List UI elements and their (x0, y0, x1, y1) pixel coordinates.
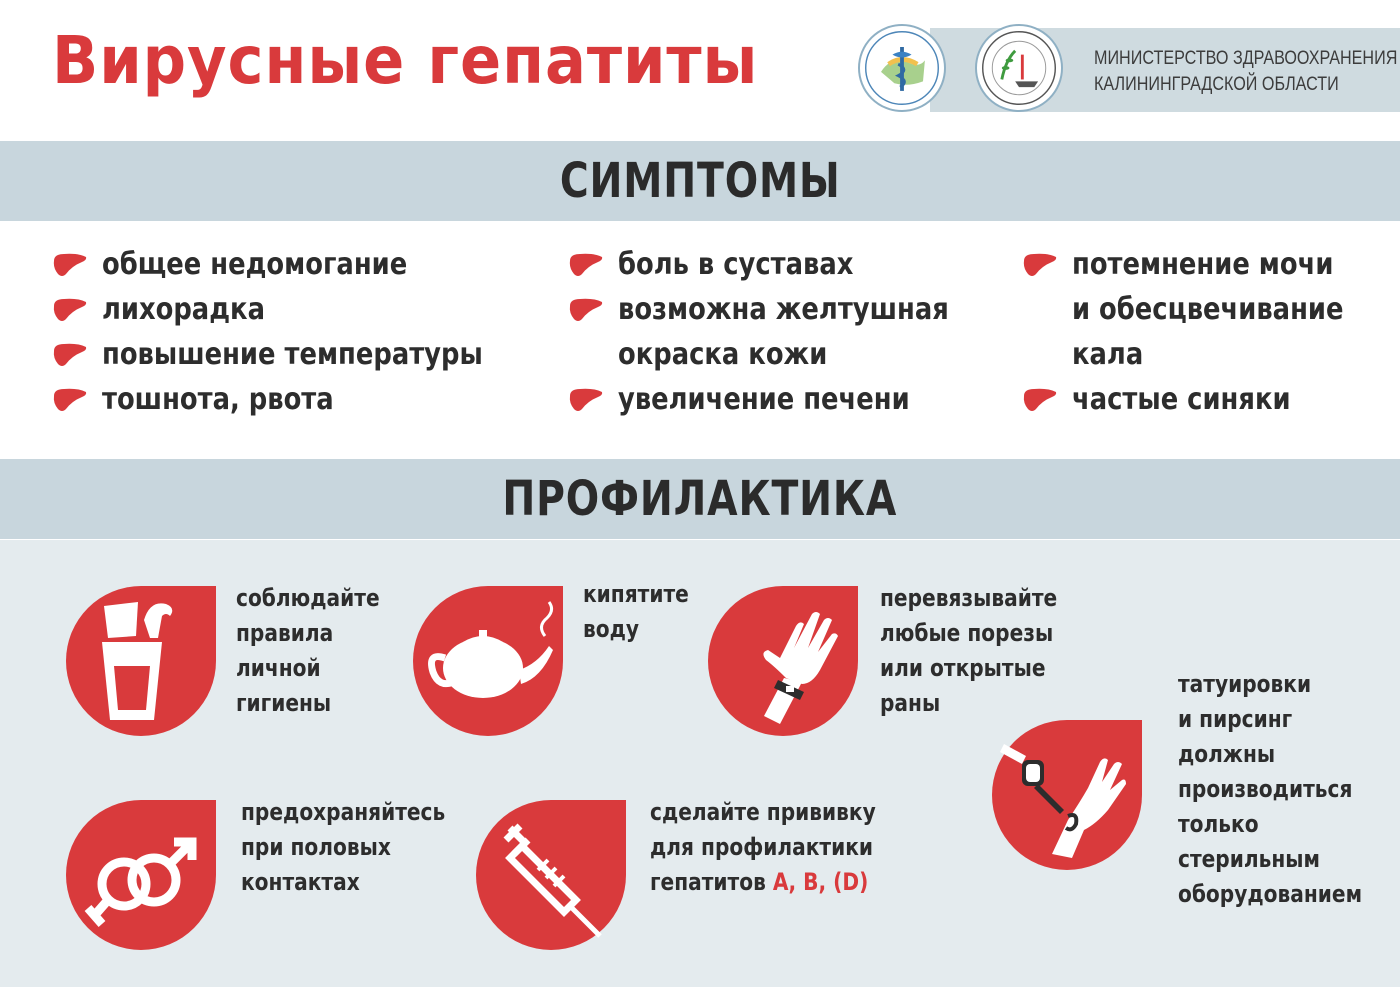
symptom-item (52, 244, 545, 289)
liver-icon (52, 387, 88, 413)
bandaged-hand-icon (708, 586, 858, 736)
liver-icon (568, 387, 604, 413)
liver-icon (52, 297, 88, 323)
vaccine-drop (476, 800, 626, 950)
boil-drop (413, 586, 563, 736)
symptom-text: кала (1072, 337, 1144, 372)
liver-icon (52, 252, 88, 278)
wounds-line: или открытые (880, 654, 1046, 682)
symptom-item-continuation (1022, 289, 1388, 334)
symptom-item (568, 289, 1003, 334)
symptom-text: увеличение печени (618, 382, 910, 417)
symptom-item (52, 379, 545, 424)
wounds-line: раны (880, 689, 941, 717)
symptom-item (1022, 379, 1388, 424)
ministry-line-1: МИНИСТЕРСТВО ЗДРАВООХРАНЕНИЯ (1094, 48, 1398, 69)
wounds-drop (708, 586, 858, 736)
wounds-text (880, 581, 1057, 721)
hygiene-drop (66, 586, 216, 736)
prevention-band (0, 459, 1400, 539)
vaccine-line: сделайте прививку (650, 798, 876, 826)
tattoo-line: татуировки (1178, 670, 1312, 698)
vaccine-line: для профилактики (650, 833, 874, 861)
tattoo-text (1178, 667, 1362, 912)
hygiene-line: соблюдайте (236, 584, 380, 612)
tattoo-line: производиться (1178, 775, 1353, 803)
prevention-heading: ПРОФИЛАКТИКА (502, 471, 898, 527)
symptom-text: возможна желтушная (618, 292, 949, 327)
teapot-icon (413, 586, 563, 736)
liver-icon (1022, 252, 1058, 278)
hygiene-text (236, 581, 380, 721)
symptoms-heading: СИМПТОМЫ (559, 153, 841, 209)
hygiene-line: гигиены (236, 689, 332, 717)
vaccine-line (650, 865, 876, 900)
contacts-line: контактах (241, 868, 360, 896)
tattoo-line: и пирсинг (1178, 705, 1293, 733)
tattoo-line: должны (1178, 740, 1276, 768)
symptom-text: частые синяки (1072, 382, 1291, 417)
symptom-text: боль в суставах (618, 247, 854, 282)
symptom-text: и обесцвечивание (1072, 292, 1344, 327)
liver-icon (568, 297, 604, 323)
liver-icon (52, 342, 88, 368)
tattoo-line: оборудованием (1178, 880, 1363, 908)
ministry-name (1094, 46, 1397, 98)
wounds-line: любые порезы (880, 619, 1054, 647)
ministry-emblem-logo (858, 24, 946, 112)
toothbrush-cup-icon (66, 586, 216, 736)
liver-icon (1022, 387, 1058, 413)
symptoms-column-2 (568, 244, 1003, 424)
boil-line: кипятите (583, 580, 689, 608)
symptom-text: лихорадка (102, 292, 265, 327)
symptoms-column-3 (1022, 244, 1388, 424)
gender-symbols-icon (66, 800, 216, 950)
boil-text (583, 577, 689, 647)
hygiene-line: личной (236, 654, 321, 682)
vaccine-text (650, 795, 876, 900)
page-title: Вирусные гепатиты (52, 22, 759, 99)
wounds-line: перевязывайте (880, 584, 1058, 612)
symptom-text: окраска кожи (618, 337, 828, 372)
boil-line: воду (583, 615, 640, 643)
symptom-text: тошнота, рвота (102, 382, 334, 417)
hepatitis-types: А, В, (D) (772, 868, 869, 896)
symptom-item-continuation (568, 334, 1003, 379)
contacts-drop (66, 800, 216, 950)
symptoms-column-1 (52, 244, 545, 424)
symptom-item (52, 334, 545, 379)
symptom-text: повышение температуры (102, 337, 483, 372)
contacts-text (241, 795, 445, 900)
vaccine-line-text: гепатитов (650, 868, 766, 896)
hygiene-line: правила (236, 619, 334, 647)
symptom-item (52, 289, 545, 334)
symptom-text: общее недомогание (102, 247, 408, 282)
syringe-icon (476, 800, 626, 950)
health-center-emblem-logo (975, 24, 1063, 112)
symptom-item (568, 379, 1003, 424)
symptom-item (1022, 244, 1388, 289)
symptoms-band (0, 141, 1400, 221)
ministry-line-2: КАЛИНИНГРАДСКОЙ ОБЛАСТИ (1094, 74, 1339, 95)
tattoo-line: стерильным (1178, 845, 1321, 873)
symptom-item-continuation (1022, 334, 1388, 379)
contacts-line: предохраняйтесь (241, 798, 446, 826)
liver-icon (568, 252, 604, 278)
tattoo-drop (992, 720, 1142, 870)
tattoo-line: только (1178, 810, 1259, 838)
symptom-item (568, 244, 1003, 289)
symptom-text: потемнение мочи (1072, 247, 1334, 282)
contacts-line: при половых (241, 833, 391, 861)
tattoo-machine-icon (992, 720, 1142, 870)
